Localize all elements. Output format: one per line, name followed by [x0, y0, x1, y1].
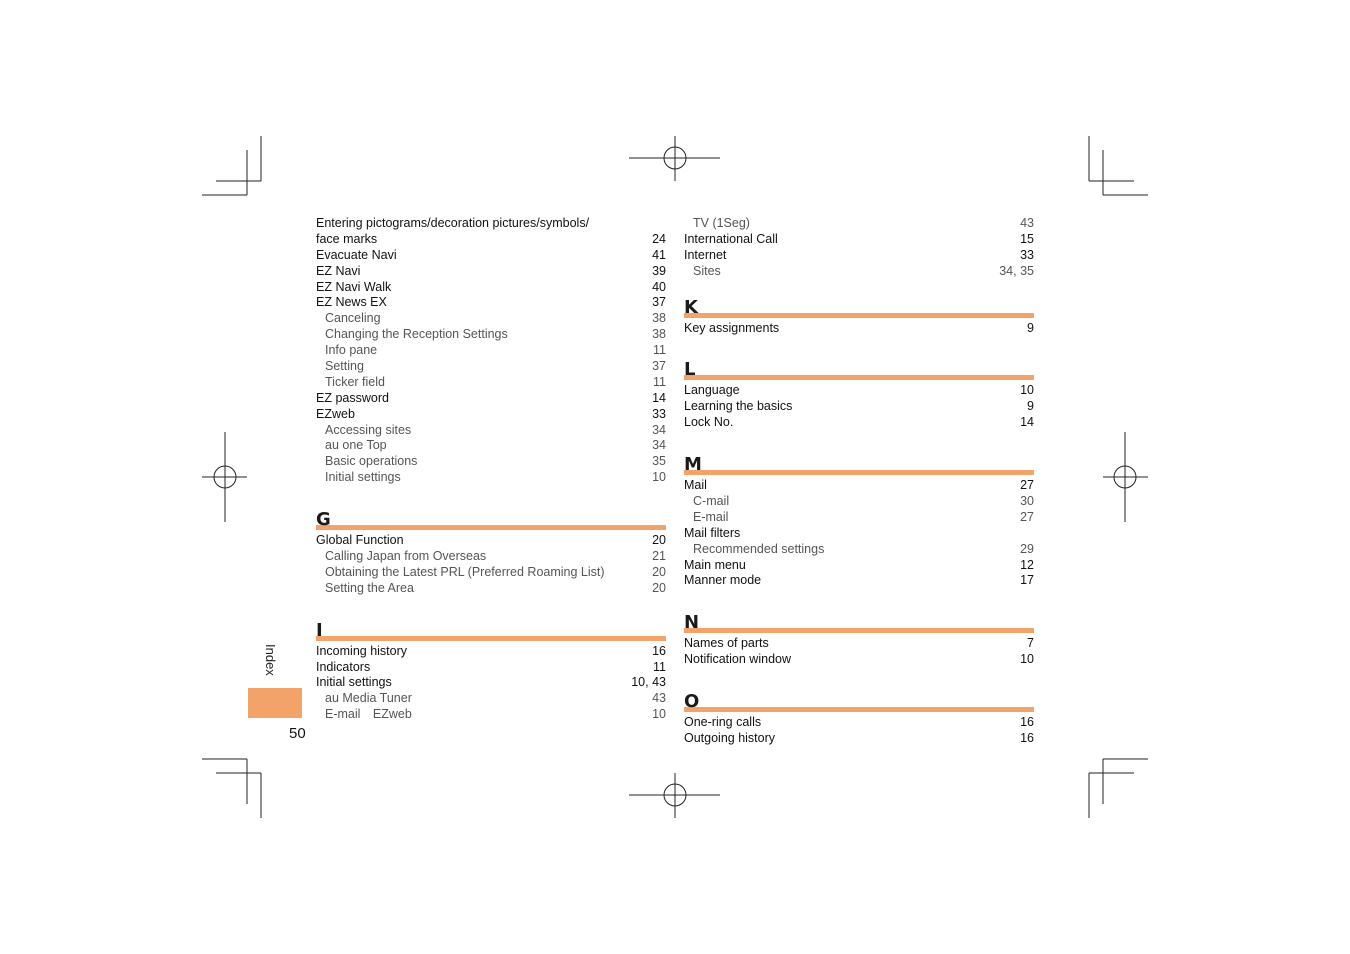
index-entries-o [684, 715, 1034, 747]
index-subentry: Info pane 11 [325, 343, 666, 358]
index-subentry: Calling Japan from Overseas 21 [325, 549, 666, 564]
index-entry: EZ Navi Walk 40 [316, 279, 666, 294]
index-entry: Language 10 [684, 383, 1034, 398]
index-entry: Global Function 20 [316, 533, 666, 548]
index-subentry: TV (1Seg) 43 [693, 216, 1034, 230]
index-entry: Mail 27 [684, 478, 1034, 493]
index-subentry: C-mail 30 [693, 494, 1034, 509]
section-bar [684, 313, 1034, 318]
index-subentry: Ticker field 11 [325, 374, 666, 389]
index-entry: Mail filters [684, 525, 741, 540]
index-entry: face marks 24 [316, 231, 666, 246]
index-entries-i-cont [684, 216, 1034, 280]
index-entry: Notification window 10 [684, 652, 1034, 667]
index-column-left [316, 216, 666, 723]
section-letter: L [684, 359, 696, 381]
section-bar [684, 470, 1034, 475]
index-tab-marker [248, 688, 302, 718]
index-entry: Learning the basics 9 [684, 399, 1034, 414]
index-entry: Incoming history 16 [316, 643, 666, 658]
section-bar [684, 375, 1034, 380]
index-entry: Main menu 12 [684, 557, 1034, 572]
section-header-k [684, 288, 1034, 318]
index-entries-n [684, 636, 1034, 668]
index-subentry: Initial settings 10 [325, 470, 666, 485]
index-entry: Internet 33 [684, 247, 1034, 262]
section-bar [316, 525, 666, 530]
index-subentry: Basic operations 35 [325, 454, 666, 469]
section-header-m [684, 445, 1034, 475]
index-subentry: Canceling 38 [325, 311, 666, 326]
index-entry: One-ring calls 16 [684, 715, 1034, 730]
index-entries-k [684, 321, 1034, 337]
index-entries-m [684, 478, 1034, 589]
index-entry: Outgoing history 16 [684, 731, 1034, 746]
index-entry: EZweb 33 [316, 406, 666, 421]
index-subentry: Changing the Reception Settings 38 [325, 327, 666, 342]
index-entry: Manner mode 17 [684, 573, 1034, 588]
section-header-n [684, 603, 1034, 633]
index-subentry: au Media Tuner 43 [325, 691, 666, 706]
section-header-l [684, 350, 1034, 380]
section-letter: O [684, 691, 700, 713]
index-subentry: Setting the Area 20 [325, 580, 666, 595]
section-letter: G [316, 509, 331, 531]
section-letter: K [684, 296, 698, 318]
index-entry: Entering pictograms/decoration pictures/symbols/ [316, 216, 590, 230]
index-entry: Initial settings 10, 43 [316, 675, 666, 690]
section-header-o [684, 682, 1034, 712]
index-subentry: Recommended settings 29 [693, 541, 1034, 556]
index-entry: International Call 15 [684, 231, 1034, 246]
index-entries-i [316, 644, 666, 723]
section-letter: I [316, 619, 323, 641]
index-entries-l [684, 383, 1034, 431]
section-bar [684, 628, 1034, 633]
page-number: 50 [289, 725, 306, 742]
index-entries-g [316, 533, 666, 597]
section-header-g [316, 500, 666, 530]
index-entry: Evacuate Navi 41 [316, 247, 666, 262]
index-subentry: Sites 34, 35 [693, 263, 1034, 278]
section-bar [684, 707, 1034, 712]
index-subentry: E-mail 27 [693, 509, 1034, 524]
section-header-i [316, 611, 666, 641]
index-entries-e [316, 216, 666, 486]
index-entry: Names of parts 7 [684, 636, 1034, 651]
section-bar [316, 636, 666, 641]
index-subentry: Setting 37 [325, 359, 666, 374]
index-entry: EZ Navi 39 [316, 263, 666, 278]
index-side-label: Index [263, 644, 278, 676]
index-subentry: Obtaining the Latest PRL (Preferred Roaming List) 20 [325, 564, 666, 579]
index-subentry: E-mail EZweb 10 [325, 707, 666, 722]
section-letter: M [684, 454, 702, 476]
index-subentry: Accessing sites 34 [325, 422, 666, 437]
index-entry: Lock No. 14 [684, 415, 1034, 430]
index-entry: EZ News EX 37 [316, 295, 666, 310]
index-column-right [684, 216, 1034, 747]
index-subentry: au one Top 34 [325, 438, 666, 453]
index-entry: EZ password 14 [316, 390, 666, 405]
index-entry: Indicators 11 [316, 659, 666, 674]
index-entry: Key assignments 9 [684, 320, 1034, 335]
section-letter: N [684, 612, 700, 634]
